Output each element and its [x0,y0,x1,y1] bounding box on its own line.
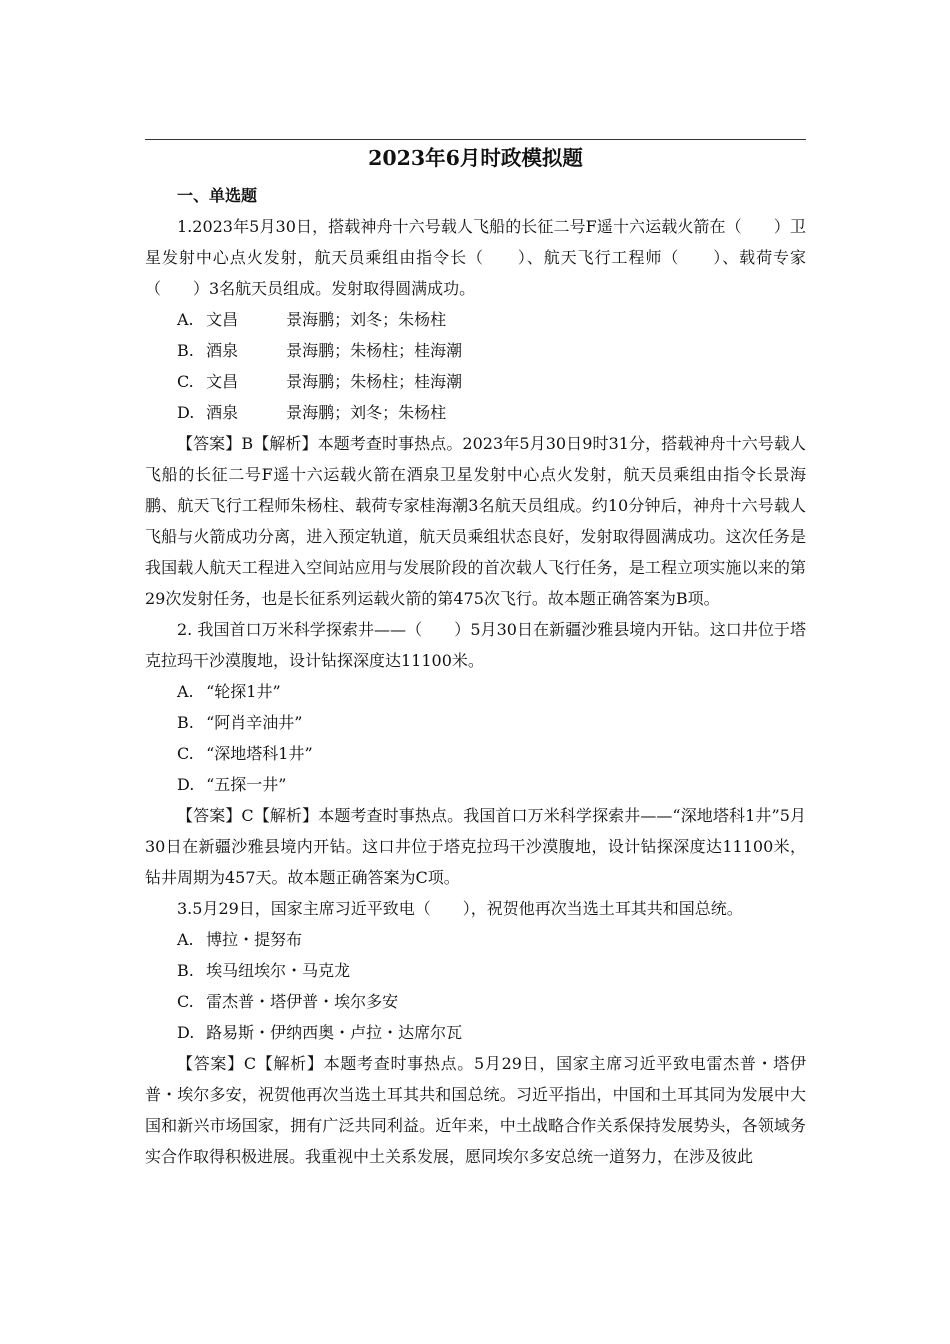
question-3-option-c: C. 雷杰普・塔伊普・埃尔多安 [177,992,399,1011]
question-1-option-c: C. 文昌 景海鹏；朱杨柱；桂海潮 [177,372,463,391]
question-3-answer: 【答案】C【解析】本题考查时事热点。5月29日，国家主席习近平致电雷杰普・塔伊普・埃尔多安，祝贺他再次当选土耳其共和国总统。习近平指出，中国和土耳其同为发展中大国和新兴市场国家，拥有广泛共同利益。近年来，中土战略合作关系保持发展势头，各领域务实合作取得积极进展。我重视中土关系发展，愿同埃尔多安总统一道努力，在涉及彼此 [145,1054,806,1166]
question-3-stem: 3.5月29日，国家主席习近平致电（ ），祝贺他再次当选土耳其共和国总统。 [177,899,743,918]
header-rule [145,139,806,140]
question-3-option-b: B. 埃马纽埃尔・马克龙 [177,961,351,980]
section-heading: 一、单选题 [177,186,258,205]
question-2-option-a: A. “轮探1井” [177,682,281,701]
question-2-option-d: D. “五探一井” [177,775,287,794]
document-body [145,180,806,1172]
question-1-option-d: D. 酒泉 景海鹏；刘冬；朱杨柱 [177,403,447,422]
question-2-answer: 【答案】C【解析】本题考查时事热点。我国首口万米科学探索井——“深地塔科1井”5月30日在新疆沙雅县境内开钻。这口井位于塔克拉玛干沙漠腹地，设计钻探深度达11100米，钻井周期为457天。故本题正确答案为C项。 [145,806,806,887]
document-title: 2023年6月时政模拟题 [368,146,583,170]
question-1-answer: 【答案】B【解析】本题考查时事热点。2023年5月30日9时31分，搭载神舟十六号载人飞船的长征二号F遥十六运载火箭在酒泉卫星发射中心点火发射，航天员乘组由指令长景海鹏、航天飞行工程师朱杨柱、载荷专家桂海潮3名航天员组成。约10分钟后，神舟十六号载人飞船与火箭成功分离，进入预定轨道，航天员乘组状态良好，发射取得圆满成功。这次任务是我国载人航天工程进入空间站应用与发展阶段的首次载人飞行任务，是工程立项实施以来的第29次发射任务，也是长征系列运载火箭的第475次飞行。故本题正确答案为B项。 [145,434,806,608]
question-1-stem: 1.2023年5月30日，搭载神舟十六号载人飞船的长征二号F遥十六运载火箭在（ ）卫星发射中心点火发射，航天员乘组由指令长（ ）、航天飞行工程师（ ）、载荷专家（ ）3名航天员组成。发射取得圆满成功。 [145,217,806,298]
question-1-option-b: B. 酒泉 景海鹏；朱杨柱；桂海潮 [177,341,463,360]
question-2-option-c: C. “深地塔科1井” [177,744,313,763]
question-1-option-a: A. 文昌 景海鹏；刘冬；朱杨柱 [177,310,447,329]
question-2-option-b: B. “阿肖辛油井” [177,713,303,732]
question-3-option-d: D. 路易斯・伊纳西奥・卢拉・达席尔瓦 [177,1023,463,1042]
question-2-stem: 2. 我国首口万米科学探索井——（ ）5月30日在新疆沙雅县境内开钻。这口井位于塔克拉玛干沙漠腹地，设计钻探深度达11100米。 [145,620,806,670]
question-3-option-a: A. 博拉・提努布 [177,930,303,949]
